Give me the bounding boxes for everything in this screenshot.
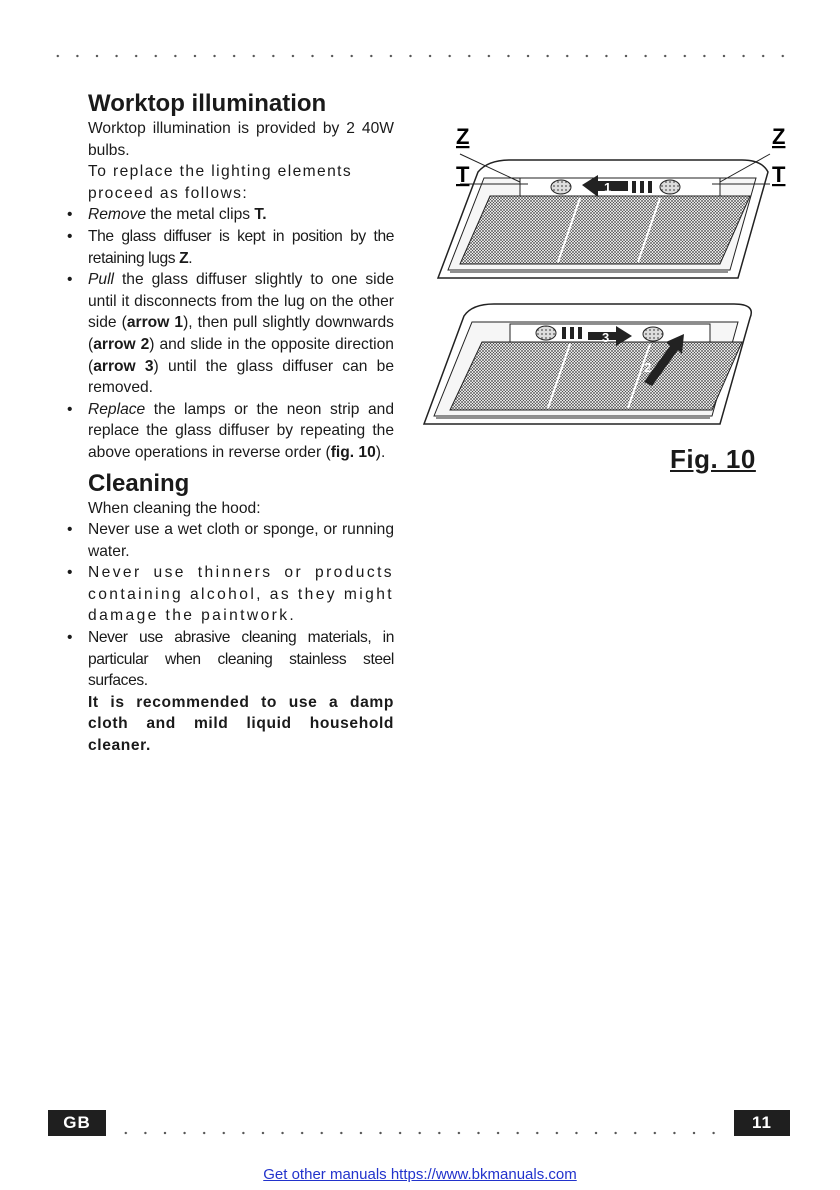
- section-title-cleaning: Cleaning: [88, 469, 190, 497]
- arrow-1-label: 1: [604, 180, 612, 195]
- label-t-left: T: [456, 162, 470, 187]
- section-title-worktop: Worktop illumination: [88, 90, 327, 117]
- hood-top-drawing: [438, 154, 770, 278]
- page-number: 11: [734, 1110, 790, 1136]
- list-item: • Pull the glass diffuser slightly to one side until it disconnects from the lug on the other side (arrow 1), then pull slightly downwards (arrow 2) and slide in the opposite direction (arrow 3) until the glass diffuser can be removed.: [60, 269, 394, 399]
- list-item: • Replace the lamps or the neon strip and replace the glass diffuser by repeating the above operations in reverse order (fig. 10).: [60, 399, 394, 464]
- worktop-steps: [60, 204, 394, 463]
- list-item: • Never use a wet cloth or sponge, or running water.: [60, 519, 394, 562]
- arrow-2-label: 2: [644, 360, 652, 375]
- cleaning-items: [60, 519, 394, 692]
- worktop-proceed: To replace the lighting elements proceed as follows:: [88, 163, 353, 202]
- list-item: • The glass diffuser is kept in position by the retaining lugs Z.: [60, 226, 394, 269]
- bottom-dotted-rule: [116, 1131, 724, 1135]
- list-item: • Remove the metal clips T.: [60, 204, 394, 226]
- text-column: [60, 90, 394, 757]
- label-z-right: Z: [772, 124, 786, 149]
- arrow-3-label: 3: [602, 330, 610, 345]
- manuals-link[interactable]: Get other manuals https://www.bkmanuals.com: [263, 1166, 577, 1183]
- fig-10-illustration: [420, 120, 800, 430]
- hood-bottom-drawing: [424, 304, 751, 424]
- cleaning-intro: When cleaning the hood:: [88, 499, 261, 517]
- label-z-left: Z: [456, 124, 470, 149]
- list-item: • Never use abrasive cleaning materials, in particular when cleaning stainless steel surfaces.: [60, 627, 394, 692]
- figure-caption: Fig. 10: [670, 444, 756, 474]
- worktop-intro: Worktop illumination is provided by 2 40W bulbs.: [88, 120, 394, 159]
- top-dotted-rule: [48, 54, 796, 58]
- language-tab: GB: [48, 1110, 106, 1136]
- list-item: • Never use thinners or products containing alcohol, as they might damage the paintwork.: [60, 562, 394, 627]
- cleaning-recommendation: It is recommended to use a damp cloth and mild liquid household cleaner.: [88, 693, 394, 755]
- label-t-right: T: [772, 162, 786, 187]
